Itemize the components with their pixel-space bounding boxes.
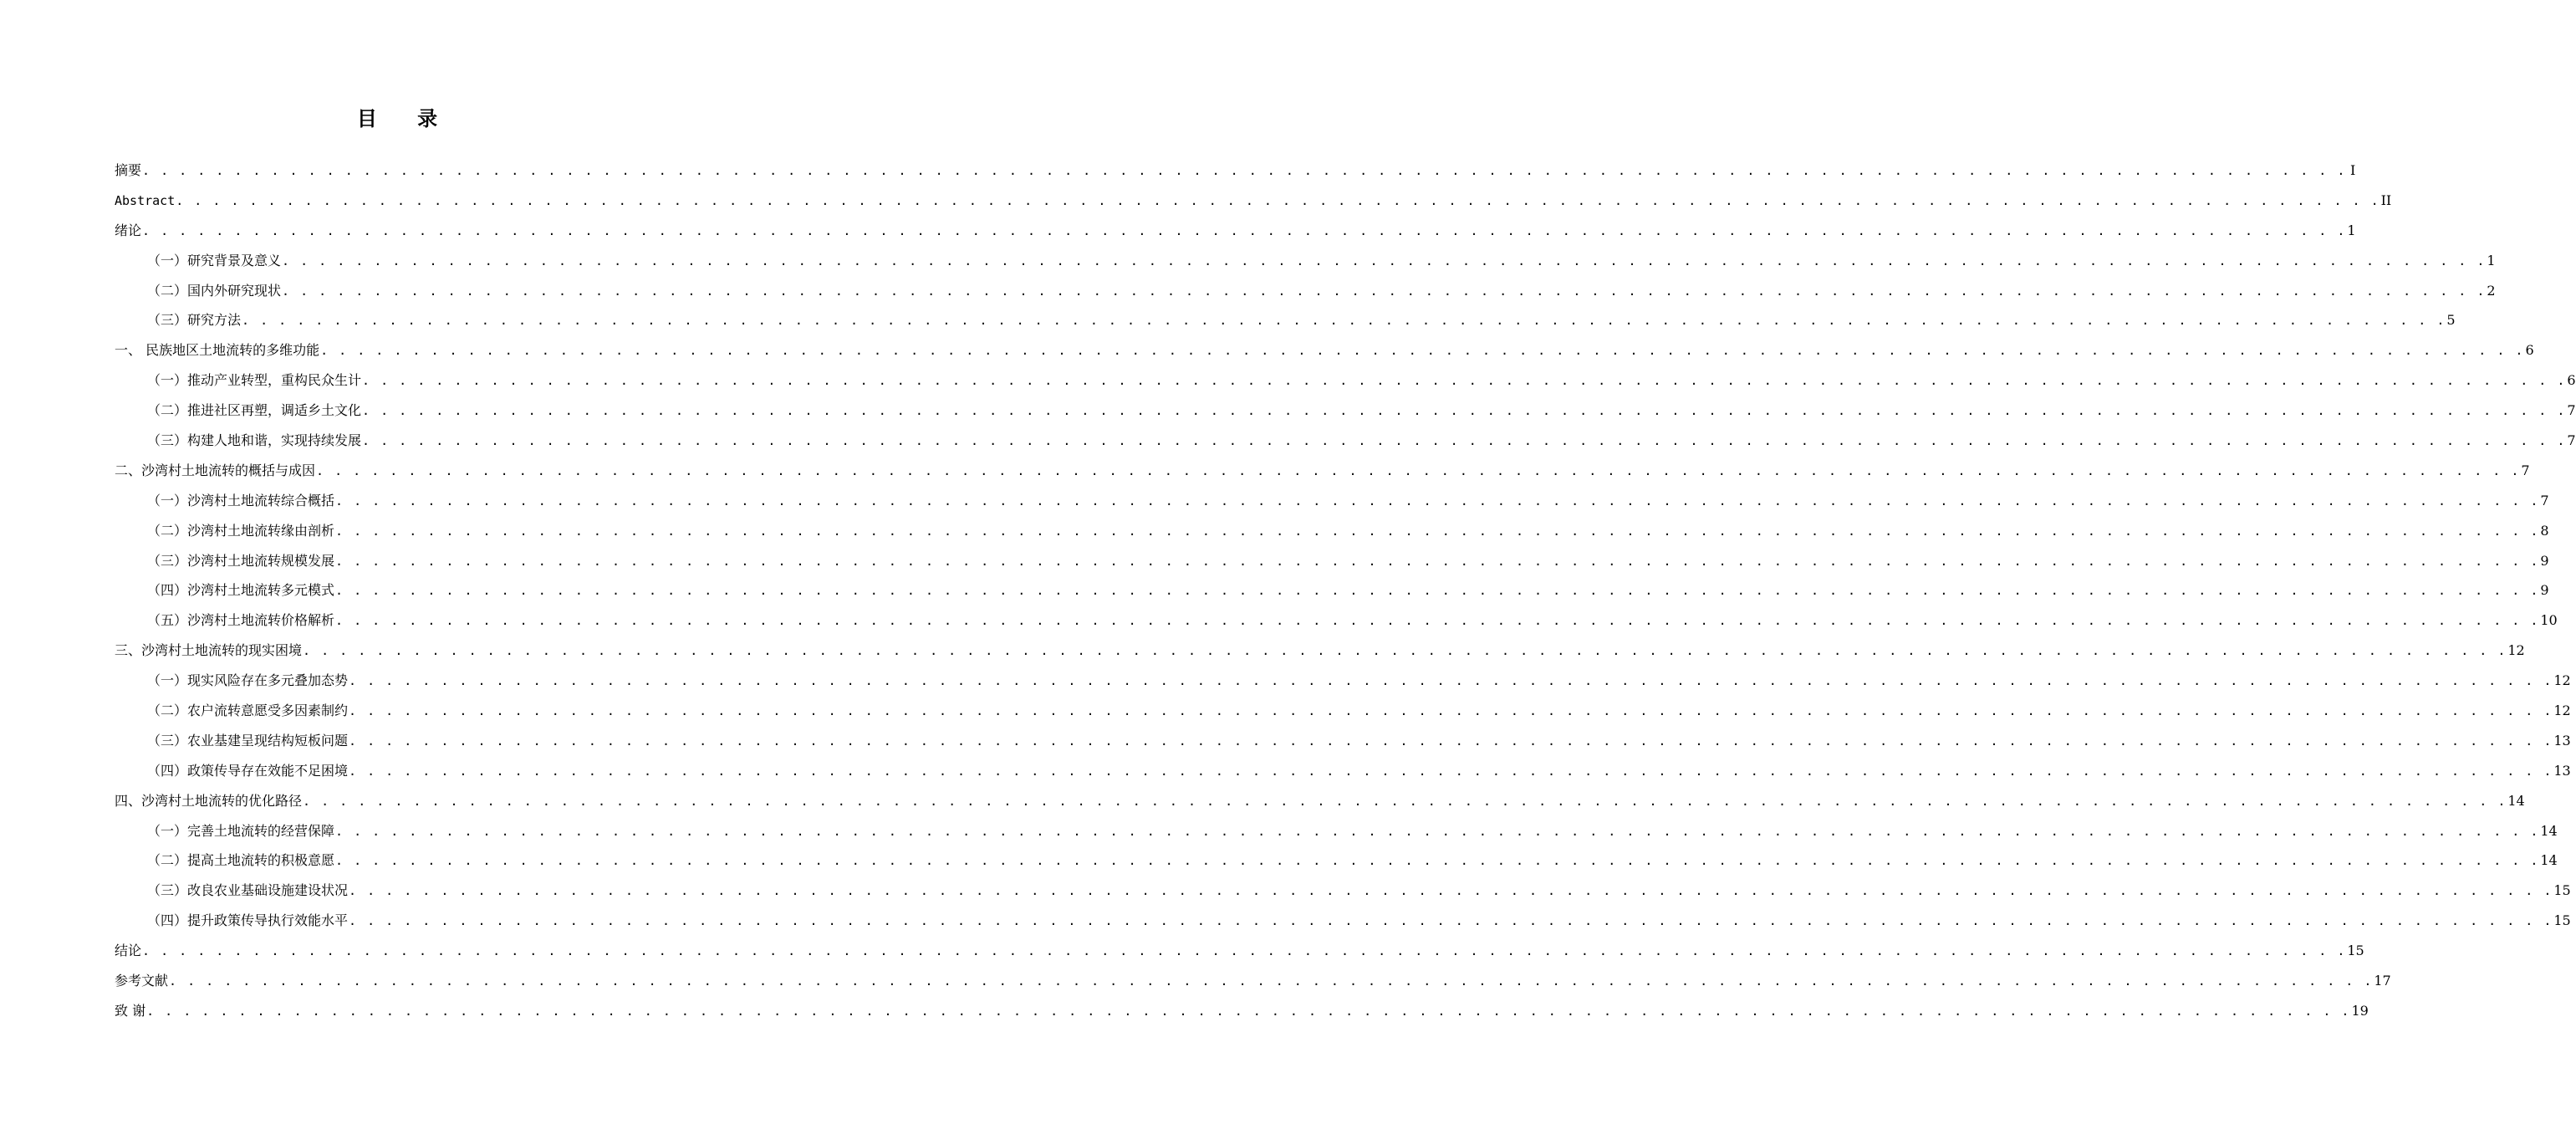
toc-entry-label: 四、沙湾村土地流转的优化路径 (115, 792, 303, 809)
toc-entry[interactable] (115, 726, 2571, 756)
toc-entry-label: （五）沙湾村土地流转价格解析 (147, 612, 335, 629)
toc-entry-page-number: 12 (2553, 702, 2571, 719)
toc-entry[interactable] (115, 456, 2530, 486)
toc-leader-dots: . . . . . . . . . . . . . . . . . . . . . . . . . . . . . . . . . . . . . . . . . . . . . . . . . . . . . . . . . . . . . . . . . . . . . . . . . . . . . . . . . . . . . . . . . . . . . . . . . . . . . . . . . . . . . . . . . . . . . . . . (349, 673, 2553, 689)
toc-entry[interactable] (115, 816, 2558, 846)
toc-entry-label: （二）农户流转意愿受多因素制约 (147, 702, 349, 719)
toc-leader-dots: . . . . . . . . . . . . . . . . . . . . . . . . . . . . . . . . . . . . . . . . . . . . . . . . . . . . . . . . . . . . . . . . . . . . . . . . . . . . . . . . . . . . . . . . . . . . . . . . . . . . . . . . . . . . . . . . . . . . . . . . (349, 733, 2553, 748)
toc-entry[interactable] (115, 696, 2571, 726)
toc-entry-label: （四）提升政策传导执行效能水平 (147, 912, 349, 929)
toc-entry-page-number: 7 (2567, 402, 2576, 419)
toc-entry[interactable] (115, 516, 2549, 546)
toc-entry[interactable] (115, 756, 2571, 786)
toc-leader-dots: . . . . . . . . . . . . . . . . . . . . . . . . . . . . . . . . . . . . . . . . . . . . . . . . . . . . . . . . . . . . . . . . . . . . . . . . . . . . . . . . . . . . . . . . . . . . . . . . . . . . . . . . . . . . . . . . . . . . . . . . (282, 253, 2487, 268)
toc-entry-label: （二）推进社区再塑，调适乡土文化 (147, 402, 362, 419)
toc-entry[interactable] (115, 546, 2549, 576)
toc-leader-dots: . . . . . . . . . . . . . . . . . . . . . . . . . . . . . . . . . . . . . . . . . . . . . . . . . . . . . . . . . . . . . . . . . . . . . . . . . . . . . . . . . . . . . . . . . . . . . . . . . . . . . . . . . . . . . . . . . . . . . . . . (169, 973, 2374, 989)
toc-entry[interactable] (115, 876, 2571, 906)
toc-leader-dots: . . . . . . . . . . . . . . . . . . . . . . . . . . . . . . . . . . . . . . . . . . . . . . . . . . . . . . . . . . . . . . . . . . . . . . . . . . . . . . . . . . . . . . . . . . . . . . . . . . . . . . . . . . . . . . . . . . . . . . . . (335, 853, 2540, 869)
toc-leader-dots: . . . . . . . . . . . . . . . . . . . . . . . . . . . . . . . . . . . . . . . . . . . . . . . . . . . . . . . . . . . . . . . . . . . . . . . . . . . . . . . . . . . . . . . . . . . . . . . . . . . . . . . . . . . . . . . . . . . . . . . . (335, 493, 2540, 508)
toc-entry-page-number: 7 (2567, 432, 2576, 449)
toc-entry-label: （四）沙湾村土地流转多元模式 (147, 582, 335, 599)
toc-entry-label: （三）研究方法 (147, 312, 242, 329)
toc-entry[interactable] (115, 305, 2456, 335)
toc-entry-label: （三）沙湾村土地流转规模发展 (147, 552, 335, 569)
toc-entry[interactable] (115, 786, 2525, 816)
toc-entry-page-number: I (2350, 162, 2356, 178)
toc-entry-page-number: 19 (2351, 1002, 2369, 1019)
toc-entry-page-number: 14 (2540, 852, 2558, 869)
toc-entry[interactable] (115, 276, 2496, 306)
toc-entry-label: （二）国内外研究现状 (147, 282, 282, 299)
toc-entry-page-number: 2 (2487, 282, 2496, 299)
toc-entry-page-number: 9 (2540, 582, 2549, 599)
toc-leader-dots: . . . . . . . . . . . . . . . . . . . . . . . . . . . . . . . . . . . . . . . . . . . . . . . . . . . . . . . . . . . . . . . . . . . . . . . . . . . . . . . . . . . . . . . . . . . . . . . . . . . . . . . . . . . . . . . . . . . . . . . . (146, 1003, 2351, 1019)
toc-entry-page-number: 6 (2567, 372, 2576, 389)
toc-entry-page-number: 13 (2553, 732, 2571, 748)
toc-entry-label: Abstract (115, 192, 176, 208)
toc-leader-dots: . . . . . . . . . . . . . . . . . . . . . . . . . . . . . . . . . . . . . . . . . . . . . . . . . . . . . . . . . . . . . . . . . . . . . . . . . . . . . . . . . . . . . . . . . . . . . . . . . . . . . . . . . . . . . . . . . . . . . . . . (142, 943, 2347, 959)
toc-entry-page-number: 6 (2525, 342, 2534, 359)
toc-leader-dots: . . . . . . . . . . . . . . . . . . . . . . . . . . . . . . . . . . . . . . . . . . . . . . . . . . . . . . . . . . . . . . . . . . . . . . . . . . . . . . . . . . . . . . . . . . . . . . . . . . . . . . . . . . . . . . . . . . . . . . . . (362, 403, 2567, 419)
toc-entry-label: 参考文献 (115, 973, 169, 989)
toc-leader-dots: . . . . . . . . . . . . . . . . . . . . . . . . . . . . . . . . . . . . . . . . . . . . . . . . . . . . . . . . . . . . . . . . . . . . . . . . . . . . . . . . . . . . . . . . . . . . . . . . . . . . . . . . . . . . . . . . . . . . . . . . (303, 793, 2507, 809)
toc-entry[interactable] (115, 486, 2549, 516)
toc-entry-label: （二）提高土地流转的积极意愿 (147, 852, 335, 869)
toc-leader-dots: . . . . . . . . . . . . . . . . . . . . . . . . . . . . . . . . . . . . . . . . . . . . . . . . . . . . . . . . . . . . . . . . . . . . . . . . . . . . . . . . . . . . . . . . . . . . . . . . . . . . . . . . . . . . . . . . . . . . . . . . (142, 163, 2347, 178)
toc-entry[interactable] (115, 605, 2558, 636)
toc-entry-label: 结论 (115, 943, 142, 959)
toc-entry-page-number: 8 (2540, 522, 2549, 539)
toc-entry-page-number: 12 (2507, 642, 2525, 659)
toc-entry-label: （一）沙湾村土地流转综合概括 (147, 492, 335, 508)
toc-entry[interactable] (115, 846, 2558, 876)
toc-entry-page-number: II (2380, 192, 2392, 208)
toc-entry-page-number: 1 (2487, 252, 2496, 268)
toc-entry[interactable] (115, 396, 2576, 426)
toc-leader-dots: . . . . . . . . . . . . . . . . . . . . . . . . . . . . . . . . . . . . . . . . . . . . . . . . . . . . . . . . . . . . . . . . . . . . . . . . . . . . . . . . . . . . . . . . . . . . . . . . . . . . . . . . . . . . . . . . . . . . . . . . (362, 373, 2567, 389)
toc-entry-label: （一）研究背景及意义 (147, 252, 282, 268)
toc-entry-page-number: 7 (2521, 462, 2530, 478)
toc-entry-page-number: 9 (2540, 552, 2549, 569)
toc-entry-label: （一）推动产业转型，重构民众生计 (147, 372, 362, 389)
toc-leader-dots: . . . . . . . . . . . . . . . . . . . . . . . . . . . . . . . . . . . . . . . . . . . . . . . . . . . . . . . . . . . . . . . . . . . . . . . . . . . . . . . . . . . . . . . . . . . . . . . . . . . . . . . . . . . . . . . . . . . . . . . . (335, 613, 2540, 629)
toc-leader-dots: . . . . . . . . . . . . . . . . . . . . . . . . . . . . . . . . . . . . . . . . . . . . . . . . . . . . . . . . . . . . . . . . . . . . . . . . . . . . . . . . . . . . . . . . . . . . . . . . . . . . . . . . . . . . . . . . . . . . . . . . (335, 823, 2540, 839)
toc-entry-label: 摘要 (115, 162, 142, 178)
toc-leader-dots: . . . . . . . . . . . . . . . . . . . . . . . . . . . . . . . . . . . . . . . . . . . . . . . . . . . . . . . . . . . . . . . . . . . . . . . . . . . . . . . . . . . . . . . . . . . . . . . . . . . . . . . . . . . . . . . . . . . . . . . . (362, 433, 2567, 449)
toc-entry-page-number: 1 (2347, 222, 2356, 238)
toc-entry[interactable] (115, 936, 2364, 966)
toc-entry[interactable] (115, 666, 2571, 696)
toc-entry[interactable] (115, 966, 2391, 996)
page-title: 目 录 (356, 106, 455, 130)
toc-leader-dots: . . . . . . . . . . . . . . . . . . . . . . . . . . . . . . . . . . . . . . . . . . . . . . . . . . . . . . . . . . . . . . . . . . . . . . . . . . . . . . . . . . . . . . . . . . . . . . . . . . . . . . . . . . . . . . . . . . . . . . . . (335, 523, 2540, 539)
toc-leader-dots: . . . . . . . . . . . . . . . . . . . . . . . . . . . . . . . . . . . . . . . . . . . . . . . . . . . . . . . . . . . . . . . . . . . . . . . . . . . . . . . . . . . . . . . . . . . . . . . . . . . . . . . . . . . . . . . . . . . . . . . . (176, 192, 2380, 208)
toc-entry[interactable] (115, 575, 2549, 605)
toc-entry[interactable] (115, 906, 2571, 936)
toc-leader-dots: . . . . . . . . . . . . . . . . . . . . . . . . . . . . . . . . . . . . . . . . . . . . . . . . . . . . . . . . . . . . . . . . . . . . . . . . . . . . . . . . . . . . . . . . . . . . . . . . . . . . . . . . . . . . . . . . . . . . . . . . (335, 583, 2540, 599)
toc-entry-page-number: 13 (2553, 762, 2571, 779)
toc-entry-label: 二、沙湾村土地流转的概括与成因 (115, 462, 316, 478)
toc-entry-label: （一）完善土地流转的经营保障 (147, 822, 335, 839)
toc-leader-dots: . . . . . . . . . . . . . . . . . . . . . . . . . . . . . . . . . . . . . . . . . . . . . . . . . . . . . . . . . . . . . . . . . . . . . . . . . . . . . . . . . . . . . . . . . . . . . . . . . . . . . . . . . . . . . . . . . . . . . . . . (316, 462, 2521, 478)
toc-leader-dots: . . . . . . . . . . . . . . . . . . . . . . . . . . . . . . . . . . . . . . . . . . . . . . . . . . . . . . . . . . . . . . . . . . . . . . . . . . . . . . . . . . . . . . . . . . . . . . . . . . . . . . . . . . . . . . . . . . . . . . . . (349, 913, 2553, 929)
toc-entry-page-number: 14 (2507, 792, 2525, 809)
toc-leader-dots: . . . . . . . . . . . . . . . . . . . . . . . . . . . . . . . . . . . . . . . . . . . . . . . . . . . . . . . . . . . . . . . . . . . . . . . . . . . . . . . . . . . . . . . . . . . . . . . . . . . . . . . . . . . . . . . . . . . . . . . . (320, 343, 2525, 359)
toc-leader-dots: . . . . . . . . . . . . . . . . . . . . . . . . . . . . . . . . . . . . . . . . . . . . . . . . . . . . . . . . . . . . . . . . . . . . . . . . . . . . . . . . . . . . . . . . . . . . . . . . . . . . . . . . . . . . . . . . . . . . . . . . (349, 703, 2553, 719)
toc-entry[interactable] (115, 216, 2356, 246)
toc-entry-label: 三、沙湾村土地流转的现实困境 (115, 642, 303, 659)
toc-entry-page-number: 12 (2553, 672, 2571, 689)
toc-entry-label: 绪论 (115, 222, 142, 238)
toc-entry-label: （三）农业基建呈现结构短板问题 (147, 732, 349, 748)
toc-leader-dots: . . . . . . . . . . . . . . . . . . . . . . . . . . . . . . . . . . . . . . . . . . . . . . . . . . . . . . . . . . . . . . . . . . . . . . . . . . . . . . . . . . . . . . . . . . . . . . . . . . . . . . . . . . . . . . . . . . . . . . . . (303, 643, 2507, 659)
toc-entry-label: （三）改良农业基础设施建设状况 (147, 882, 349, 899)
toc-entry-page-number: 15 (2553, 912, 2571, 929)
toc-entry-page-number: 7 (2540, 492, 2549, 508)
toc-entry-page-number: 15 (2553, 882, 2571, 899)
toc-entry[interactable] (115, 156, 2356, 186)
toc-leader-dots: . . . . . . . . . . . . . . . . . . . . . . . . . . . . . . . . . . . . . . . . . . . . . . . . . . . . . . . . . . . . . . . . . . . . . . . . . . . . . . . . . . . . . . . . . . . . . . . . . . . . . . . . . . . . . . . . . . . . . . . . (335, 553, 2540, 569)
toc-entry-label: （一）现实风险存在多元叠加态势 (147, 672, 349, 689)
toc-leader-dots: . . . . . . . . . . . . . . . . . . . . . . . . . . . . . . . . . . . . . . . . . . . . . . . . . . . . . . . . . . . . . . . . . . . . . . . . . . . . . . . . . . . . . . . . . . . . . . . . . . . . . . . . . . . . . . . . . . . . . . . . (349, 763, 2553, 779)
toc-entry-label: 一、 民族地区土地流转的多维功能 (115, 342, 320, 359)
toc-entry[interactable] (115, 246, 2496, 276)
toc-entry[interactable] (115, 636, 2525, 666)
table-of-contents (115, 156, 2576, 1026)
toc-entry-page-number: 10 (2540, 612, 2558, 629)
toc-entry[interactable] (115, 365, 2576, 396)
toc-leader-dots: . . . . . . . . . . . . . . . . . . . . . . . . . . . . . . . . . . . . . . . . . . . . . . . . . . . . . . . . . . . . . . . . . . . . . . . . . . . . . . . . . . . . . . . . . . . . . . . . . . . . . . . . . . . . . . . . . . . . . . . . (282, 283, 2487, 299)
toc-entry-page-number: 17 (2374, 973, 2391, 989)
toc-entry-label: （三）构建人地和谐，实现持续发展 (147, 432, 362, 449)
toc-leader-dots: . . . . . . . . . . . . . . . . . . . . . . . . . . . . . . . . . . . . . . . . . . . . . . . . . . . . . . . . . . . . . . . . . . . . . . . . . . . . . . . . . . . . . . . . . . . . . . . . . . . . . . . . . . . . . . . . . . . . . . . . (142, 222, 2347, 238)
toc-entry[interactable] (115, 335, 2534, 365)
toc-leader-dots: . . . . . . . . . . . . . . . . . . . . . . . . . . . . . . . . . . . . . . . . . . . . . . . . . . . . . . . . . . . . . . . . . . . . . . . . . . . . . . . . . . . . . . . . . . . . . . . . . . . . . . . . . . . . . . . . . . . . . . . . (349, 883, 2553, 899)
toc-entry[interactable] (115, 426, 2576, 456)
toc-entry-page-number: 14 (2540, 822, 2558, 839)
toc-entry-page-number: 5 (2446, 312, 2456, 329)
toc-entry[interactable] (115, 186, 2392, 216)
toc-entry-label: 致 谢 (115, 1002, 146, 1019)
toc-entry-label: （四）政策传导存在效能不足困境 (147, 762, 349, 779)
toc-entry[interactable] (115, 996, 2369, 1026)
toc-leader-dots: . . . . . . . . . . . . . . . . . . . . . . . . . . . . . . . . . . . . . . . . . . . . . . . . . . . . . . . . . . . . . . . . . . . . . . . . . . . . . . . . . . . . . . . . . . . . . . . . . . . . . . . . . . . . . . . . . . . . . . . . (242, 313, 2446, 329)
toc-entry-page-number: 15 (2347, 943, 2364, 959)
toc-entry-label: （二）沙湾村土地流转缘由剖析 (147, 522, 335, 539)
